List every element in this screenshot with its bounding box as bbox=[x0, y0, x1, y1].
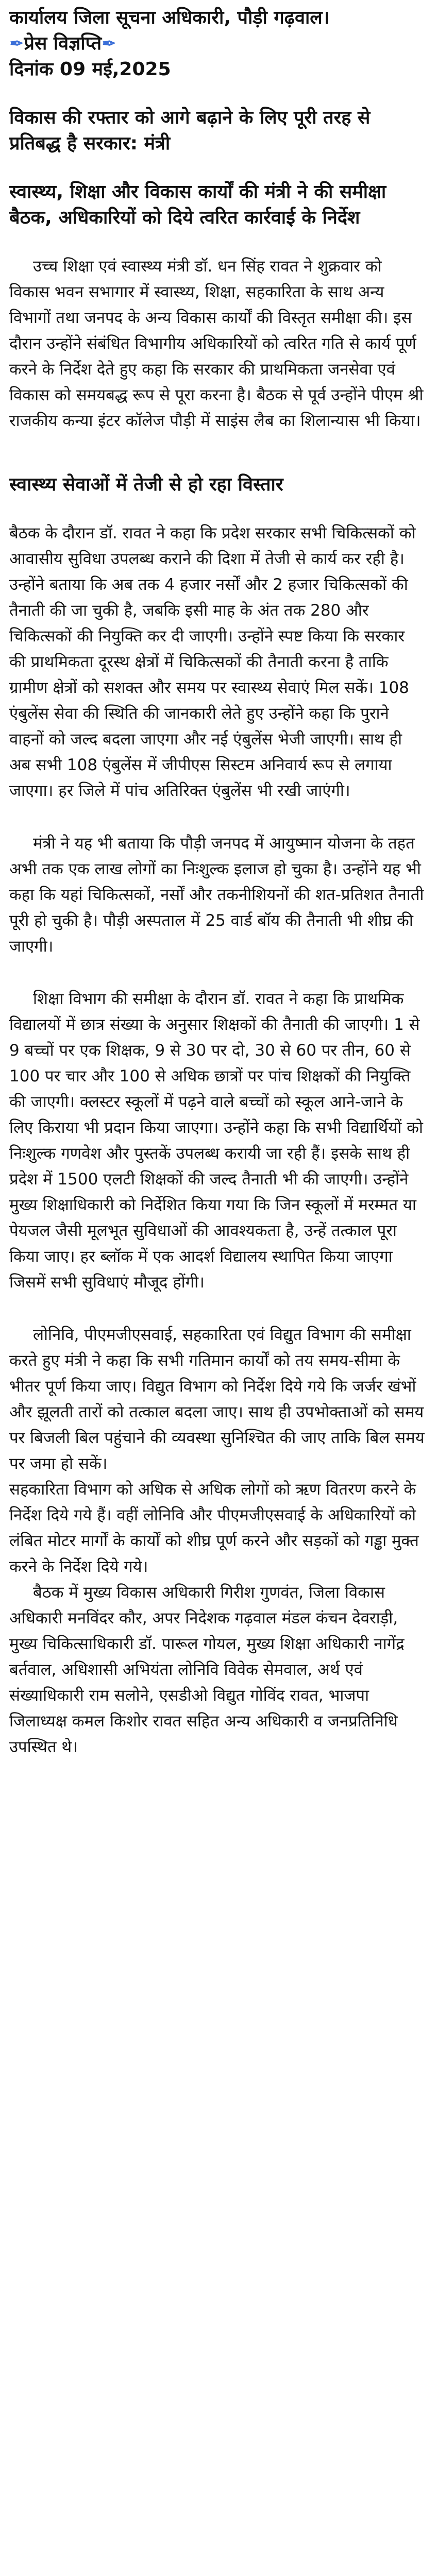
cooperative-paragraph: सहकारिता विभाग को अधिक से अधिक लोगों को ऋण वितरण करने के निर्देश दिये गये हैं। वहीं लोनिवि और पीएमजीएसवाई के अधिकारियों को लंबित मोटर मार्गों के कार्यों को शीघ्र पूर्ण करने और सड़कों को गड्ढा मुक्त करने के निर्देश दिये गये। bbox=[9, 1480, 419, 1576]
office-title: कार्यालय जिला सूचना अधिकारी, पौड़ी गढ़वाल। bbox=[9, 7, 330, 28]
ayushman-paragraph: मंत्री ने यह भी बताया कि पौड़ी जनपद में आयुष्मान योजना के तहत अभी तक एक लाख लोगों का निःशुल्क इलाज हो चुका है। उन्होंने यह भी कहा कि यहां चिकित्सकों, नर्सों और तकनीशियनों की शत-प्रतिशत तैनाती पूरी हो चुकी है। पौड़ी अस्पताल में 25 वार्ड बॉय की तैनाती भी शीघ्र की जाएगी। bbox=[9, 834, 424, 956]
intro-paragraph: उच्च शिक्षा एवं स्वास्थ्य मंत्री डॉ. धन सिंह रावत ने शुक्रवार को विकास भवन सभागार में स्वास्थ्य, शिक्षा, सहकारिता के साथ अन्य विभागों तथा जनपद के अन्य विकास कार्यों की विस्तृत समीक्षा की। इस दौरान उन्होंने संबंधित विभागीय अधिकारियों को त्वरित गति से कार्य पूर्ण करने के निर्देश देते हुए कहा कि सरकार की प्राथमिकता जनसेवा एवं विकास को समयबद्ध रूप से पूरा करना है। बैठक से पूर्व उन्होंने पीएम श्री राजकीय कन्या इंटर कॉलेज पौड़ी में साइंस लैब का शिलान्यास भी किया। bbox=[9, 257, 424, 430]
spacer bbox=[9, 804, 425, 831]
health-section-heading: स्वास्थ्य सेवाओं में तेजी से हो रहा विस्तार bbox=[9, 474, 283, 495]
works-paragraph: लोनिवि, पीएमजीएसवाई, सहकारिता एवं विद्युत विभाग की समीक्षा करते हुए मंत्री ने कहा कि सभी गतिमान कार्यों को तय समय-सीमा के भीतर पूर्ण किया जाए। विद्युत विभाग को निर्देश दिये गये कि जर्जर खंभों और झूलती तारों को तत्काल बदला जाए। साथ ही उपभोक्ताओं को समय पर बिजली बिल पहुंचाने की व्यवस्था सुनिश्चित की जाए ताकि बिल समय पर जमा हो सकें। bbox=[9, 1326, 425, 1473]
spacer bbox=[9, 82, 425, 105]
fountain-pen-icon: ✒ bbox=[102, 33, 116, 54]
spacer bbox=[9, 498, 425, 520]
spacer bbox=[9, 157, 425, 179]
headline: विकास की रफ्तार को आगे बढ़ाने के लिए पूरी तरह से प्रतिबद्ध है सरकार: मंत्री bbox=[9, 107, 371, 154]
spacer bbox=[9, 1295, 425, 1322]
press-release-label: प्रेस विज्ञप्ति bbox=[24, 33, 102, 54]
spacer bbox=[9, 231, 425, 253]
health-paragraph: बैठक के दौरान डॉ. रावत ने कहा कि प्रदेश सरकार सभी चिकित्सकों को आवासीय सुविधा उपलब्ध कराने की दिशा में तेजी से कार्य कर रही है। उन्होंने बताया कि अब तक 4 हजार नर्सों और 2 हजार चिकित्सकों की तैनाती की जा चुकी है, जबकि इसी माह के अंत तक 280 और चिकित्सकों की नियुक्ति कर दी जाएगी। उन्होंने स्पष्ट किया कि सरकार की प्राथमिकता दूरस्थ क्षेत्रों में चिकित्सकों की तैनाती करना है ताकि ग्रामीण क्षेत्रों को सशक्त और समय पर स्वास्थ्य सेवाएं मिल सकें। 108 एंबुलेंस सेवा की स्थिति की जानकारी लेते हुए उन्होंने कहा कि पुराने वाहनों को जल्द बदला जाएगा और नई एंबुलेंस भेजी जाएगी। साथ ही अब सभी 108 एंबुलेंस में जीपीएस सिस्टम अनिवार्य रूप से लगाया जाएगा। हर जिले में पांच अतिरिक्त एंबुलेंस भी रखी जाएंगी। bbox=[9, 524, 416, 800]
press-release-line bbox=[9, 31, 425, 57]
spacer bbox=[9, 434, 425, 472]
subheadline: स्वास्थ्य, शिक्षा और विकास कार्यों की मंत्री ने की समीक्षा बैठक, अधिकारियों को दिये त्वरित कार्रवाई के निर्देश bbox=[9, 181, 386, 228]
education-paragraph: शिक्षा विभाग की समीक्षा के दौरान डॉ. रावत ने कहा कि प्राथमिक विद्यालयों में छात्र संख्या के अनुसार शिक्षकों की तैनाती की जाएगी। 1 से 9 बच्चों पर एक शिक्षक, 9 से 30 पर दो, 30 से 60 पर तीन, 60 से 100 पर चार और 100 से अधिक छात्रों पर पांच शिक्षकों की नियुक्ति की जाएगी। क्लस्टर स्कूलों में पढ़ने वाले बच्चों को स्कूल आने-जाने के लिए किराया भी प्रदान किया जाएगा। उन्होंने कहा कि सभी विद्यार्थियों को निःशुल्क गणवेश और पुस्तकें उपलब्ध करायी जा रही हैं। इसके साथ ही प्रदेश में 1500 एलटी शिक्षकों की जल्द तैनाती भी की जाएगी। उन्होंने मुख्य शिक्षाधिकारी को निर्देशित किया गया कि जिन स्कूलों में मरम्मत या पेयजल जैसी मूलभूत सुविधाओं की आवश्यकता है, उन्हें तत्काल पूरा किया जाए। हर ब्लॉक में एक आदर्श विद्यालय स्थापित किया जाएगा जिसमें सभी सुविधाएं मौजूद होंगी। bbox=[9, 990, 423, 1292]
spacer bbox=[9, 959, 425, 986]
attendees-paragraph: बैठक में मुख्य विकास अधिकारी गिरीश गुणवंत, जिला विकास अधिकारी मनविंदर कौर, अपर निदेशक गढ़वाल मंडल कंचन देवराड़ी, मुख्य चिकित्साधिकारी डॉ. पारूल गोयल, मुख्य शिक्षा अधिकारी नागेंद्र बर्तवाल, अधिशासी अभियंता लोनिवि विवेक सेमवाल, अर्थ एवं संख्याधिकारी राम सलोने, एसडीओ विद्युत गोविंद रावत, भाजपा जिलाध्यक्ष कमल किशोर रावत सहित अन्य अधिकारी व जनप्रतिनिधि उपस्थित थे। bbox=[9, 1583, 405, 1756]
fountain-pen-icon: ✒ bbox=[9, 33, 24, 54]
release-date: दिनांक 09 मई,2025 bbox=[9, 59, 171, 80]
